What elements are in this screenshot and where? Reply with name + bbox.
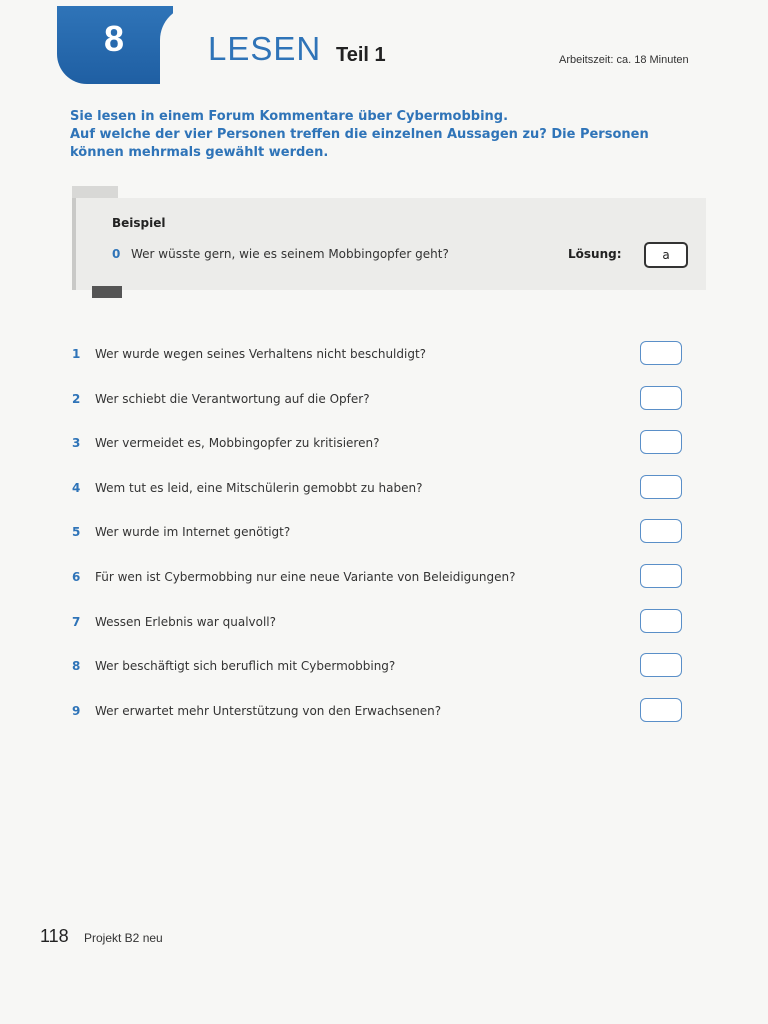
answer-box[interactable] [640,653,682,677]
answer-box[interactable] [640,564,682,588]
solution-box: a [644,242,688,268]
section-title: LESEN [208,30,322,67]
answer-box[interactable] [640,386,682,410]
example-box [72,198,706,290]
question-number: 2 [72,392,81,406]
question-row [72,653,692,679]
question-text: Wer schiebt die Verantwortung auf die Opfer? [95,392,370,406]
question-number: 9 [72,704,81,718]
question-text: Für wen ist Cybermobbing nur eine neue Variante von Beleidigungen? [95,570,516,584]
answer-box[interactable] [640,519,682,543]
question-row [72,564,692,590]
part-label: Teil 1 [336,44,386,66]
question-row [72,430,692,456]
book-title: Projekt B2 neu [84,931,163,945]
question-text: Wer beschäftigt sich beruflich mit Cybermobbing? [95,659,396,673]
question-text: Wer wurde wegen seines Verhaltens nicht beschuldigt? [95,347,427,361]
question-text: Wem tut es leid, eine Mitschülerin gemobbt zu haben? [95,481,423,495]
question-number: 4 [72,481,81,495]
page-number: 118 [40,926,69,946]
instruction-line: Sie lesen in einem Forum Kommentare über Cybermobbing. [70,109,509,124]
question-row [72,341,692,367]
worktime-label: Arbeitszeit: ca. 18 Minuten [559,54,689,66]
question-row [72,475,692,501]
chapter-number: 8 [103,18,125,59]
instruction-line: Auf welche der vier Personen treffen die einzelnen Aussagen zu? Die Personen können mehrmals gewählt werden. [70,127,649,160]
solution-label: Lösung: [568,247,622,261]
question-number: 8 [72,659,81,673]
question-number: 5 [72,525,81,539]
question-text: Wer erwartet mehr Unterstützung von den Erwachsenen? [95,704,442,718]
question-row [72,698,692,724]
example-number: 0 [112,247,121,261]
answer-box[interactable] [640,341,682,365]
question-number: 1 [72,347,81,361]
answer-box[interactable] [640,698,682,722]
question-text: Wer vermeidet es, Mobbingopfer zu kritisieren? [95,436,380,450]
answer-box[interactable] [640,430,682,454]
example-heading: Beispiel [112,216,166,230]
question-number: 6 [72,570,81,584]
instructions [70,108,690,162]
question-number: 3 [72,436,81,450]
question-text: Wessen Erlebnis war qualvoll? [95,615,277,629]
example-question: Wer wüsste gern, wie es seinem Mobbingopfer geht? [131,247,449,261]
question-number: 7 [72,615,81,629]
question-text: Wer wurde im Internet genötigt? [95,525,291,539]
answer-box[interactable] [640,609,682,633]
question-row [72,519,692,545]
question-row [72,609,692,635]
answer-box[interactable] [640,475,682,499]
question-row [72,386,692,412]
